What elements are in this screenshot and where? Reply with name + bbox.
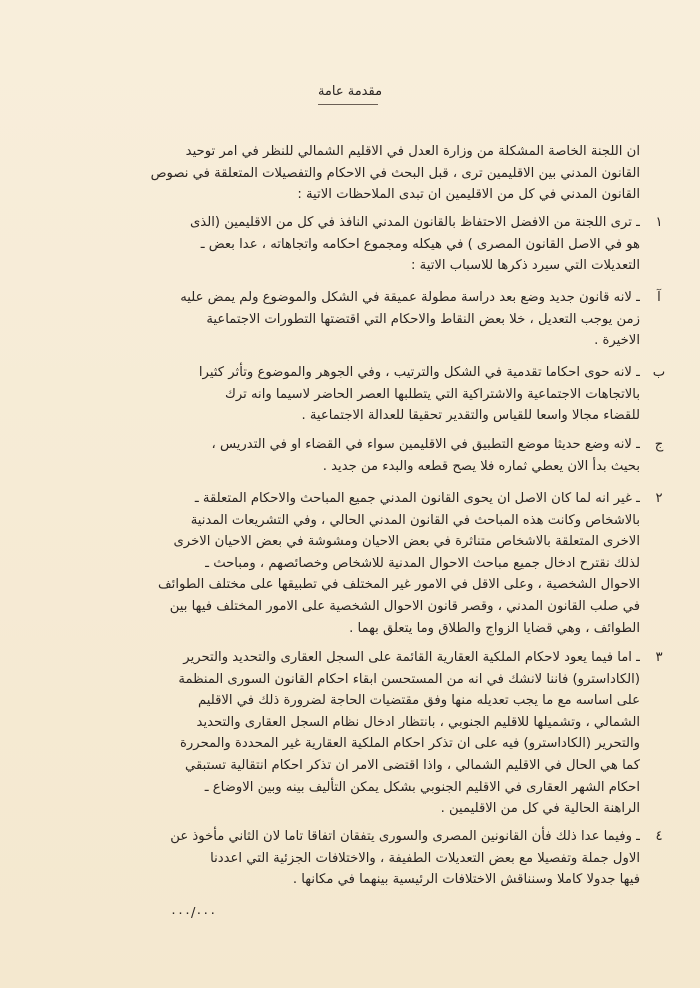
text-line: ـ وفيما عدا ذلك فأن القانونين المصرى والسورى يتفقان اتفاقا تاما لان الثاني مأخوذ عن [170,829,640,844]
section-number: آ [657,290,661,305]
text-line: التعديلات التي سيرد ذكرها للاسباب الاتية : [411,258,640,274]
text-line: ـ اما فيما يعود لاحكام الملكية العقارية القائمة على السجل العقارى والتحديد والتحرير [183,650,640,665]
text-line: زمن يوجب التعديل ، خلا بعض النقاط والاحكام التي اقتضتها التطورات الاجتماعية [206,311,640,327]
text-line: الاخيرة . [594,333,640,349]
text-line: الاخرى المتعلقة بالاشخاص متناثرة في بعض الاحيان ومشوشة في بعض الاحيان الاخرى [173,534,640,550]
continuation-marker: ٠٠٠/٠٠٠ [170,906,217,921]
section-2 [50,488,663,639]
text-line: القانون المدني بين الاقليمين ترى ، قبل البحث في الاحكام والتفصيلات المتعلقة في نصوص [150,165,640,181]
text-line: ـ لانه حوى احكاما تقدمية في الشكل والترتيب ، وفي الجوهر والموضوع وتأثر كثيرا [198,365,640,380]
text-line: القانون المدني في كل من الاقليمين ان تبدى الملاحظات الاتية : [297,187,640,203]
section-number: ١ [655,215,663,230]
text-line: ـ لانه قانون جديد وضع بعد دراسة مطولة عميقة في الشكل والموضوع ولم يمض عليه [180,290,640,305]
section-3 [50,647,663,820]
intro-paragraph [50,141,640,206]
section-number: ب [652,365,666,380]
text-line: فيها جدولا كاملا وسنناقش الاختلافات الرئيسية بينهما في مكانها . [292,872,640,888]
text-line: الاحوال الشخصية ، وعلى الاقل في الامور غير المختلف في تطبيقها على مختلف الطوائف [158,577,640,593]
text-line: والتحرير (الكاداسترو) فيه على ان تذكر احكام الملكية العقارية غير المحددة والمحررة [180,736,640,752]
text-line: الراهنة الحالية في كل من الاقليمين . [440,801,640,817]
section-1b [50,362,666,427]
section-1a [50,287,661,352]
text-line: بالاتجاهات الاجتماعية والاشتراكية التي يتطلبها العصر الحاضر لاسيما وانه ترك [224,386,640,402]
text-line: بالاشخاص وكانت هذه المباحث في القانون المدني الحالي ، وفي التشريعات المدنية [190,512,640,528]
text-line: ـ ترى اللجنة من الافضل الاحتفاظ بالقانون المدني النافذ في كل من الاقليمين (الذى [189,215,640,230]
text-line: الشمالي ، وتشميلها للاقليم الجنوبي ، بانتظار ادخال نظام السجل العقارى والتحديد [196,714,640,730]
title-underline [318,104,378,105]
text-line: على اساسه مع ما يجب تعديله منها وفق مقتضيات الحاجة لضرورة ذلك في الاقليم [197,693,640,709]
text-line: بحيث بدأ الان يعطي ثماره فلا يصح قطعه والبدء من جديد . [322,458,640,474]
text-line: ان اللجنة الخاصة المشكلة من وزارة العدل في الاقليم الشمالي للنظر في امر توحيد [185,144,640,159]
text-line: الطوائف ، وهي قضايا الزواج والطلاق وما يتعلق بهما . [349,620,640,636]
section-number: ٢ [655,491,663,506]
text-line: ـ غير انه لما كان الاصل ان يحوى القانون المدني جميع المباحث والاحكام المتعلقة ـ [194,491,640,506]
text-line: هو في الاصل القانون المصرى ) في هيكله ومجموع احكامه واتجاهاته ، عدا بعض ـ [200,236,640,252]
section-4 [50,826,663,891]
text-line: لذلك نقترح ادخال جميع مباحث الاحوال المدنية للاشخاص وخصائصهم ، ومباحث ـ [205,555,640,571]
section-number: ٣ [655,650,663,665]
section-number: ج [654,437,664,452]
text-line: في صلب القانون المدني ، وقصر قانون الاحوال الشخصية على الامور المختلف فيها بين [169,598,640,614]
text-line: ـ لانه وضع حديثا موضع التطبيق في الاقليمين سواء في القضاء او في التدريس ، [211,437,640,452]
section-number: ٤ [655,829,663,844]
text-line: الاول جملة وتفصيلا مع بعض التعديلات الطفيفة ، والاختلافات الجزئية التي اعددنا [210,850,640,866]
section-1c [50,434,664,477]
text-line: كما هي الحال في الاقليم الشمالي ، واذا اقتضى الامر ان تذكر احكام انتقالية تستبقي [185,757,640,773]
page-title: مقدمة عامة [317,84,383,99]
section-1 [50,212,663,277]
text-line: (الكاداسترو) فاننا لانشك في انه من المستحسن ابقاء احكام القانون السورى المنظمة [178,671,640,687]
text-line: للقضاء مجالا واسعا للقياس والتقدير تحقيقا للعدالة الاجتماعية . [301,408,640,424]
text-line: احكام الشهر العقارى في الاقليم الجنوبي بشكل يمكن التأليف بينه وبين الاوضاع ـ [204,779,640,795]
